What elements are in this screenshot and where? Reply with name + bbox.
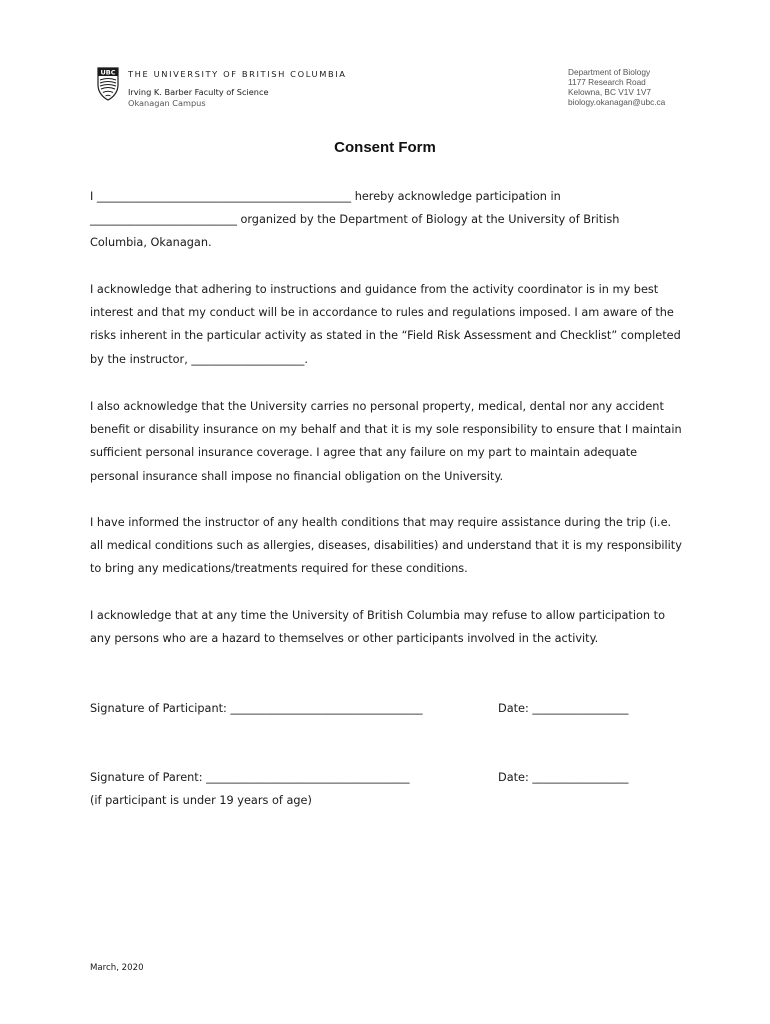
parent-signature-note: (if participant is under 19 years of age) bbox=[90, 794, 312, 807]
paragraph-line: I acknowledge that adhering to instructions and guidance from the activity coordinator is in my best bbox=[90, 283, 659, 296]
paragraph-line: I have informed the instructor of any health conditions that may require assistance during the trip (i.e. bbox=[90, 516, 672, 529]
logo-text: UBC bbox=[100, 68, 116, 77]
paragraph-line: personal insurance shall impose no financial obligation on the University. bbox=[90, 469, 504, 483]
paragraph-line: sufficient personal insurance coverage. I agree that any failure on my part to maintain adequate bbox=[90, 446, 638, 460]
paragraph-line: to bring any medications/treatments required for these conditions. bbox=[90, 562, 468, 576]
paragraph-line: benefit or disability insurance on my behalf and that it is my sole responsibility to ensure that I maintain bbox=[90, 423, 682, 437]
parent-signature-field[interactable]: Signature of Parent: ____________________________________ bbox=[90, 771, 410, 784]
university-name: THE UNIVERSITY OF BRITISH COLUMBIA bbox=[128, 69, 347, 79]
paragraph-line: Columbia, Okanagan. bbox=[90, 236, 212, 250]
paragraph-line: interest and that my conduct will be in accordance to rules and regulations imposed. I am aware of the bbox=[90, 306, 674, 320]
paragraph-line: I _____________________________________________ hereby acknowledge participation in bbox=[90, 190, 561, 203]
paragraph-acknowledgement bbox=[90, 185, 690, 255]
page-title: Consent Form bbox=[334, 139, 436, 156]
paragraph-line: I acknowledge that at any time the University of British Columbia may refuse to allow participation to bbox=[90, 609, 665, 622]
participant-signature-field[interactable]: Signature of Participant: __________________________________ bbox=[90, 702, 423, 715]
paragraph-line: __________________________ organized by the Department of Biology at the University of British bbox=[90, 213, 620, 227]
paragraph-conduct bbox=[90, 278, 690, 371]
address-line: Department of Biology bbox=[568, 67, 651, 77]
faculty-name: Irving K. Barber Faculty of Science bbox=[128, 87, 269, 97]
paragraph-insurance bbox=[90, 395, 690, 488]
paragraph-line: risks inherent in the particular activity as stated in the “Field Risk Assessment and Checklist” completed bbox=[90, 329, 681, 343]
paragraph-line: all medical conditions such as allergies, diseases, disabilities) and understand that it is my responsibility bbox=[90, 539, 682, 553]
campus-name: Okanagan Campus bbox=[128, 98, 206, 108]
paragraph-line: any persons who are a hazard to themselves or other participants involved in the activity. bbox=[90, 632, 599, 646]
paragraph-line: I also acknowledge that the University carries no personal property, medical, dental nor any accident bbox=[90, 400, 664, 413]
paragraph-health bbox=[90, 511, 690, 581]
department-address bbox=[568, 67, 665, 107]
address-line: 1177 Research Road bbox=[568, 77, 646, 87]
university-header bbox=[128, 69, 347, 108]
address-line: Kelowna, BC V1V 1V7 bbox=[568, 87, 652, 97]
paragraph-line: by the instructor, ____________________. bbox=[90, 352, 308, 366]
address-email: biology.okanagan@ubc.ca bbox=[568, 97, 666, 107]
participant-date-field[interactable]: Date: _________________ bbox=[498, 702, 629, 715]
ubc-logo-icon bbox=[97, 67, 119, 101]
footer-date: March, 2020 bbox=[90, 963, 144, 973]
parent-date-field[interactable]: Date: _________________ bbox=[498, 771, 629, 784]
paragraph-refusal bbox=[90, 604, 690, 650]
